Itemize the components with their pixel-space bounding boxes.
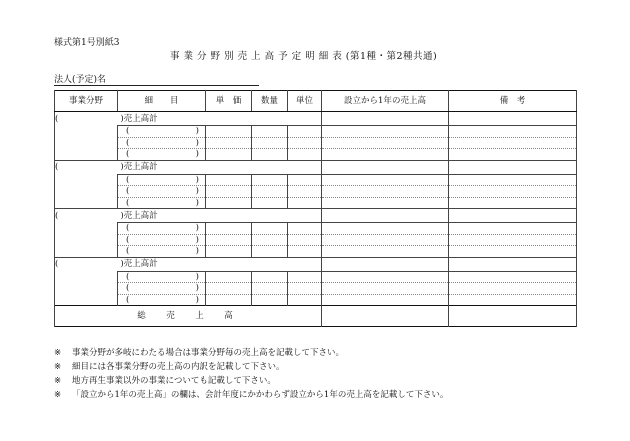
remarks-cell[interactable] [449,137,577,149]
open-paren: ( [126,223,130,234]
open-paren: ( [126,197,130,208]
remarks-cell[interactable] [449,234,577,246]
detail-cell[interactable] [118,186,206,198]
table-row [55,137,577,149]
col-header: 細 目 [118,91,206,112]
field-cell[interactable] [55,126,118,138]
detail-cell[interactable] [118,271,206,283]
amount-cell[interactable] [322,271,449,283]
subtotal-amount-cell[interactable] [322,209,449,223]
detail-cell[interactable] [118,283,206,295]
note-mark: ※ [54,376,62,386]
unit-price-cell[interactable] [206,283,252,295]
close-paren: ) [195,283,199,294]
subtotal-open-paren: ( [55,113,59,124]
quantity-cell[interactable] [252,149,288,161]
close-paren: ) [195,271,199,282]
sales-table [54,90,577,327]
notes [54,346,448,402]
table-row [55,126,577,138]
note-item [54,388,448,402]
table-row [55,174,577,186]
field-cell[interactable] [55,149,118,161]
close-paren: ) [195,234,199,245]
unit-cell[interactable] [288,197,322,209]
amount-cell[interactable] [322,246,449,258]
subtotal-label[interactable] [55,209,322,223]
remarks-cell[interactable] [449,294,577,306]
detail-cell[interactable] [118,246,206,258]
quantity-cell[interactable] [252,283,288,295]
field-cell[interactable] [55,223,118,235]
corp-name-field[interactable] [54,72,259,86]
unit-cell[interactable] [288,223,322,235]
note-text: 「設立から1年の売上高」の欄は、会計年度にかかわらず設立から1年の売上高を記載して下さい。 [72,390,449,400]
subtotal-row [55,209,577,223]
unit-price-cell[interactable] [206,137,252,149]
col-header: 単 価 [206,91,252,112]
form-id: 様式第1号別紙3 [54,38,120,48]
unit-cell[interactable] [288,234,322,246]
open-paren: ( [126,126,130,137]
quantity-cell[interactable] [252,234,288,246]
table-row [55,246,577,258]
open-paren: ( [126,137,130,148]
col-header: 数量 [252,91,288,112]
corp-name-label: 法人(予定)名 [54,75,107,85]
unit-price-cell[interactable] [206,174,252,186]
note-item [54,360,448,374]
remarks-cell[interactable] [449,149,577,161]
note-mark: ※ [54,390,62,400]
detail-cell[interactable] [118,294,206,306]
note-text: 細目には各事業分野の売上高の内訳を記載して下さい。 [72,362,285,372]
remarks-cell[interactable] [449,283,577,295]
subtotal-text: )売上高計 [120,113,158,124]
field-cell[interactable] [55,271,118,283]
unit-cell[interactable] [288,283,322,295]
table-row [55,271,577,283]
detail-cell[interactable] [118,197,206,209]
quantity-cell[interactable] [252,174,288,186]
subtotal-amount-cell[interactable] [322,160,449,174]
unit-price-cell[interactable] [206,149,252,161]
table-row [55,223,577,235]
note-mark: ※ [54,362,62,372]
table-row [55,294,577,306]
table-row [55,186,577,198]
quantity-cell[interactable] [252,197,288,209]
total-remarks-cell[interactable] [449,306,577,327]
unit-price-cell[interactable] [206,294,252,306]
unit-price-cell[interactable] [206,197,252,209]
unit-cell[interactable] [288,174,322,186]
unit-price-cell[interactable] [206,271,252,283]
amount-cell[interactable] [322,234,449,246]
col-header: 事業分野 [55,91,118,112]
quantity-cell[interactable] [252,137,288,149]
remarks-cell[interactable] [449,126,577,138]
total-amount-cell[interactable] [322,306,449,327]
table-header-row [55,91,577,112]
amount-cell[interactable] [322,223,449,235]
table-row [55,234,577,246]
quantity-cell[interactable] [252,126,288,138]
detail-cell[interactable] [118,234,206,246]
note-item [54,374,448,388]
unit-cell[interactable] [288,149,322,161]
field-cell[interactable] [55,174,118,186]
close-paren: ) [195,246,199,257]
detail-cell[interactable] [118,174,206,186]
col-header: 単位 [288,91,322,112]
quantity-cell[interactable] [252,246,288,258]
remarks-cell[interactable] [449,246,577,258]
remarks-cell[interactable] [449,174,577,186]
table-row [55,149,577,161]
close-paren: ) [195,197,199,208]
table-row [55,197,577,209]
close-paren: ) [195,186,199,197]
unit-cell[interactable] [288,126,322,138]
unit-price-cell[interactable] [206,234,252,246]
unit-price-cell[interactable] [206,246,252,258]
note-item [54,346,448,360]
close-paren: ) [195,126,199,137]
unit-price-cell[interactable] [206,126,252,138]
subtotal-open-paren: ( [55,162,59,172]
remarks-cell[interactable] [449,197,577,209]
amount-cell[interactable] [322,186,449,198]
unit-price-cell[interactable] [206,186,252,198]
subtotal-row [55,112,577,126]
subtotal-text: )売上高計 [120,210,158,221]
subtotal-remarks-cell[interactable] [449,160,577,174]
total-row [55,306,577,327]
subtotal-remarks-cell[interactable] [449,112,577,126]
note-mark: ※ [54,348,62,358]
field-cell[interactable] [55,246,118,258]
unit-cell[interactable] [288,186,322,198]
amount-cell[interactable] [322,126,449,138]
subtotal-label[interactable] [55,112,322,126]
unit-cell[interactable] [288,271,322,283]
detail-cell[interactable] [118,137,206,149]
amount-cell[interactable] [322,174,449,186]
quantity-cell[interactable] [252,186,288,198]
open-paren: ( [126,246,130,257]
subtotal-row [55,257,577,271]
unit-cell[interactable] [288,137,322,149]
subtotal-row [55,160,577,174]
subtotal-open-paren: ( [55,210,59,221]
amount-cell[interactable] [322,137,449,149]
open-paren: ( [126,283,130,294]
unit-cell[interactable] [288,246,322,258]
field-cell[interactable] [55,197,118,209]
subtotal-label[interactable] [55,257,322,271]
remarks-cell[interactable] [449,223,577,235]
note-text: 事業分野が多岐にわたる場合は事業分野毎の売上高を記載して下さい。 [72,348,345,358]
open-paren: ( [126,174,130,185]
open-paren: ( [126,234,130,245]
note-text: 地方再生事業以外の事業についても記載して下さい。 [72,376,276,386]
field-cell[interactable] [55,186,118,198]
col-header: 備 考 [449,91,577,112]
table-row [55,283,577,295]
quantity-cell[interactable] [252,223,288,235]
amount-cell[interactable] [322,197,449,209]
field-cell[interactable] [55,234,118,246]
close-paren: ) [195,174,199,185]
quantity-cell[interactable] [252,271,288,283]
unit-cell[interactable] [288,294,322,306]
open-paren: ( [126,149,130,160]
subtotal-amount-cell[interactable] [322,257,449,271]
detail-cell[interactable] [118,149,206,161]
amount-cell[interactable] [322,283,449,295]
amount-cell[interactable] [322,294,449,306]
subtotal-remarks-cell[interactable] [449,209,577,223]
field-cell[interactable] [55,294,118,306]
subtotal-remarks-cell[interactable] [449,257,577,271]
close-paren: ) [195,149,199,160]
subtotal-open-paren: ( [55,259,59,269]
detail-cell[interactable] [118,223,206,235]
col-header: 設立から1年の売上高 [322,91,449,112]
field-cell[interactable] [55,283,118,295]
amount-cell[interactable] [322,149,449,161]
open-paren: ( [126,294,130,305]
close-paren: ) [195,223,199,234]
open-paren: ( [126,186,130,197]
remarks-cell[interactable] [449,186,577,198]
detail-cell[interactable] [118,126,206,138]
unit-price-cell[interactable] [206,223,252,235]
total-label: 総 売 上 高 [55,306,322,327]
subtotal-text: )売上高計 [120,162,158,172]
field-cell[interactable] [55,137,118,149]
close-paren: ) [195,137,199,148]
subtotal-label[interactable] [55,160,322,174]
subtotal-text: )売上高計 [120,259,158,269]
open-paren: ( [126,271,130,282]
subtotal-amount-cell[interactable] [322,112,449,126]
close-paren: ) [195,294,199,305]
page-title: 事 業 分 野 別 売 上 高 予 定 明 細 表 (第1種・第2種共通) [170,51,438,62]
remarks-cell[interactable] [449,271,577,283]
quantity-cell[interactable] [252,294,288,306]
